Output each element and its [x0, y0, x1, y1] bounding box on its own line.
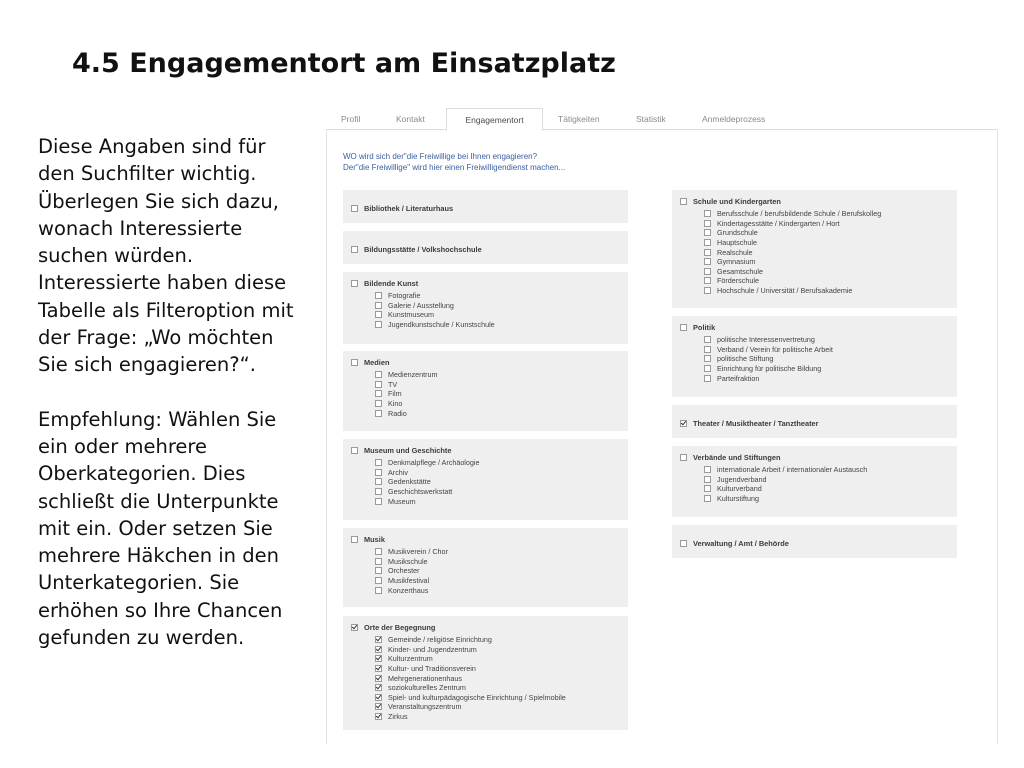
subcategory-label: Musikschule: [388, 556, 428, 566]
category-box-verwaltung-amt-behoerde: [672, 525, 957, 558]
subcategory-parteifraktion[interactable]: [704, 373, 833, 383]
checkbox[interactable]: [704, 355, 711, 362]
checkbox[interactable]: [375, 390, 382, 397]
subcategory-veranstaltungszentrum[interactable]: [375, 702, 566, 712]
checkbox[interactable]: [375, 410, 382, 417]
subcategory-label: Kino: [388, 399, 403, 409]
subcategory-label: Gedenkstätte: [388, 477, 431, 487]
screenshot-form: [326, 108, 998, 744]
category-box-bildende-kunst: [343, 272, 628, 344]
category-box-medien: [343, 351, 628, 431]
slide-title: 4.5 Engagementort am Einsatzplatz: [72, 48, 616, 79]
checkbox[interactable]: [375, 321, 382, 328]
checkbox[interactable]: [704, 466, 711, 473]
checkbox[interactable]: [704, 375, 711, 382]
subcategory-label: Kinder- und Jugendzentrum: [388, 644, 477, 654]
subcategory-label: Kulturstiftung: [717, 494, 759, 504]
subcategory-grundschule[interactable]: [704, 228, 881, 238]
subcategory-label: Gymnasium: [717, 257, 756, 267]
subcategory-kulturstiftung[interactable]: [704, 494, 867, 504]
category-box-musik: [343, 528, 628, 607]
category-verbaende-und-stiftungen[interactable]: [680, 453, 780, 463]
category-label: Musik: [364, 535, 385, 545]
subcategory-kunstmuseum[interactable]: [375, 310, 495, 320]
subcategory-label: Veranstaltungszentrum: [388, 702, 462, 712]
intro-question: [343, 151, 565, 173]
category-verwaltung-amt-behoerde[interactable]: [680, 539, 789, 549]
checkbox[interactable]: [375, 292, 382, 299]
subcategory-geschichtswerkstatt[interactable]: [375, 487, 480, 497]
checkbox[interactable]: [680, 540, 687, 547]
checkbox-checked[interactable]: [375, 646, 382, 653]
subcategory-label: Jugendverband: [717, 474, 767, 484]
category-bildungsstaette-volkshochschule[interactable]: [351, 245, 482, 255]
category-box-orte-der-begegnung: [343, 616, 628, 730]
subcategory-realschule[interactable]: [704, 247, 881, 257]
checkbox-checked[interactable]: [375, 684, 382, 691]
subcategory-kulturzentrum[interactable]: [375, 654, 566, 664]
checkbox[interactable]: [680, 198, 687, 205]
checkbox-checked[interactable]: [375, 636, 382, 643]
category-label: Bildungsstätte / Volkshochschule: [364, 245, 482, 255]
checkbox[interactable]: [375, 400, 382, 407]
subcategory-label: Kulturverband: [717, 484, 762, 494]
subcategory-list: [704, 465, 867, 503]
category-box-politik: [672, 316, 957, 397]
checkbox[interactable]: [704, 287, 711, 294]
subcategory-soziokulturelles-zentrum[interactable]: [375, 683, 566, 693]
subcategory-label: Förderschule: [717, 276, 759, 286]
subcategory-label: Gesamtschule: [717, 266, 763, 276]
tab-statistik[interactable]: Statistik: [636, 114, 666, 124]
subcategory-label: politische Interessenvertretung: [717, 335, 815, 345]
subcategory-tv[interactable]: [375, 380, 438, 390]
subcategory-kulturverband[interactable]: [704, 484, 867, 494]
category-label: Orte der Begegnung: [364, 623, 436, 633]
subcategory-gymnasium[interactable]: [704, 257, 881, 267]
checkbox[interactable]: [375, 577, 382, 584]
subcategory-label: Kindertagesstätte / Kindergarten / Hort: [717, 218, 840, 228]
checkbox[interactable]: [375, 302, 382, 309]
checkbox[interactable]: [351, 280, 358, 287]
subcategory-gesamtschule[interactable]: [704, 267, 881, 277]
checkbox[interactable]: [680, 324, 687, 331]
category-box-museum-und-geschichte: [343, 439, 628, 520]
subcategory-label: Hauptschule: [717, 238, 757, 248]
subcategory-label: politische Stiftung: [717, 354, 774, 364]
subcategory-jugendverband[interactable]: [704, 475, 867, 485]
checkbox[interactable]: [375, 548, 382, 555]
subcategory-galerie-ausstellung[interactable]: [375, 301, 495, 311]
checkbox[interactable]: [351, 536, 358, 543]
checkbox[interactable]: [351, 359, 358, 366]
checkbox[interactable]: [351, 447, 358, 454]
checkbox[interactable]: [704, 277, 711, 284]
subcategory-mehrgenerationenhaus[interactable]: [375, 673, 566, 683]
subcategory-label: soziokulturelles Zentrum: [388, 683, 466, 693]
category-box-schule-und-kindergarten: [672, 190, 957, 308]
category-orte-der-begegnung[interactable]: [351, 623, 435, 633]
intro-line-1: WO wird sich der"die Freiwillige bei Ihnen engagieren?: [343, 152, 538, 161]
subcategory-musikverein-chor[interactable]: [375, 547, 448, 557]
subcategory-label: Zirkus: [388, 712, 408, 722]
side-text-paragraph-1: Diese Angaben sind für den Suchfilter wichtig. Überlegen Sie sich dazu, wonach Interessierte suchen würden. Interessierte haben diese Tabelle als Filteroption mit der Frage: „Wo möchten Sie sich engagieren?“.: [38, 135, 294, 377]
subcategory-fotografie[interactable]: [375, 291, 495, 301]
subcategory-list: [375, 547, 448, 595]
subcategory-label: Musikverein / Chor: [388, 547, 448, 557]
subcategory-label: Orchester: [388, 566, 420, 576]
subcategory-denkmalpflege-archaeologie[interactable]: [375, 458, 480, 468]
subcategory-label: Medienzentrum: [388, 370, 438, 380]
category-box-bildungsstaette-volkshochschule: [343, 231, 628, 264]
checkbox[interactable]: [375, 381, 382, 388]
subcategory-politische-stiftung[interactable]: [704, 354, 833, 364]
subcategory-label: Grundschule: [717, 228, 758, 238]
subcategory-berufsschule-berufsbildende-schule-berufskolleg[interactable]: [704, 209, 881, 219]
checkbox[interactable]: [375, 587, 382, 594]
checkbox[interactable]: [704, 249, 711, 256]
engagementort-panel: [326, 129, 998, 744]
checkbox[interactable]: [375, 311, 382, 318]
checkbox[interactable]: [375, 488, 382, 495]
checkbox[interactable]: [351, 246, 358, 253]
subcategory-label: Film: [388, 389, 402, 399]
subcategory-kultur-und-traditionsverein[interactable]: [375, 664, 566, 674]
subcategory-label: Mehrgenerationenhaus: [388, 673, 462, 683]
subcategory-gedenkstaette[interactable]: [375, 477, 480, 487]
tab-bar: [326, 108, 998, 130]
category-label: Bibliothek / Literaturhaus: [364, 204, 454, 214]
checkbox-checked[interactable]: [375, 655, 382, 662]
subcategory-konzerthaus[interactable]: [375, 585, 448, 595]
subcategory-label: Einrichtung für politische Bildung: [717, 364, 822, 374]
subcategory-label: Radio: [388, 408, 407, 418]
subcategory-orchester[interactable]: [375, 566, 448, 576]
checkbox-checked[interactable]: [375, 694, 382, 701]
checkbox[interactable]: [704, 258, 711, 265]
category-label: Bildende Kunst: [364, 279, 419, 289]
category-schule-und-kindergarten[interactable]: [680, 197, 781, 207]
subcategory-label: Geschichtswerkstatt: [388, 487, 453, 497]
category-label: Politik: [693, 323, 716, 333]
subcategory-list: [375, 291, 495, 329]
category-label: Medien: [364, 358, 390, 368]
subcategory-list: [375, 635, 566, 721]
subcategory-label: Parteifraktion: [717, 373, 760, 383]
category-box-theater-musiktheater-tanztheater: [672, 405, 957, 438]
subcategory-label: Verband / Verein für politische Arbeit: [717, 344, 833, 354]
checkbox[interactable]: [375, 478, 382, 485]
subcategory-museum[interactable]: [375, 496, 480, 506]
tab-engagementort[interactable]: Engagementort: [446, 108, 543, 131]
checkbox-checked[interactable]: [351, 624, 358, 631]
category-label: Schule und Kindergarten: [693, 197, 781, 207]
category-politik[interactable]: [680, 323, 715, 333]
checkbox[interactable]: [704, 485, 711, 492]
subcategory-medienzentrum[interactable]: [375, 370, 438, 380]
checkbox[interactable]: [375, 498, 382, 505]
checkbox[interactable]: [704, 268, 711, 275]
subcategory-list: [704, 209, 881, 295]
subcategory-label: Fotografie: [388, 291, 421, 301]
subcategory-label: Konzerthaus: [388, 585, 429, 595]
subcategory-label: Museum: [388, 496, 416, 506]
tab-kontakt[interactable]: Kontakt: [396, 114, 425, 124]
category-museum-und-geschichte[interactable]: [351, 446, 451, 456]
subcategory-label: Denkmalpflege / Archäologie: [388, 458, 480, 468]
subcategory-label: Gemeinde / religiöse Einrichtung: [388, 635, 492, 645]
intro-line-2: Der"die Freiwillige" wird hier einen Freiwilligendienst machen...: [343, 163, 566, 172]
checkbox[interactable]: [704, 220, 711, 227]
subcategory-label: Berufsschule / berufsbildende Schule / Berufskolleg: [717, 209, 882, 219]
checkbox[interactable]: [680, 454, 687, 461]
checkbox-checked[interactable]: [375, 713, 382, 720]
subcategory-radio[interactable]: [375, 408, 438, 418]
checkbox[interactable]: [704, 336, 711, 343]
checkbox[interactable]: [704, 476, 711, 483]
subcategory-archiv[interactable]: [375, 468, 480, 478]
checkbox[interactable]: [351, 205, 358, 212]
tab-taetigkeiten[interactable]: Tätigkeiten: [558, 114, 600, 124]
category-box-verbaende-und-stiftungen: [672, 446, 957, 517]
category-label: Verwaltung / Amt / Behörde: [693, 539, 789, 549]
subcategory-kinder-und-jugendzentrum[interactable]: [375, 645, 566, 655]
subcategory-jugendkunstschule-kunstschule[interactable]: [375, 320, 495, 330]
subcategory-label: Realschule: [717, 247, 753, 257]
subcategory-label: Galerie / Ausstellung: [388, 300, 454, 310]
category-box-bibliothek-literaturhaus: [343, 190, 628, 223]
subcategory-musikfestival[interactable]: [375, 576, 448, 586]
checkbox[interactable]: [375, 469, 382, 476]
subcategory-list: [704, 335, 833, 383]
subcategory-list: [375, 370, 438, 418]
subcategory-label: Archiv: [388, 467, 408, 477]
subcategory-hauptschule[interactable]: [704, 238, 881, 248]
category-bibliothek-literaturhaus[interactable]: [351, 204, 453, 214]
tab-anmeldeprozess[interactable]: Anmeldeprozess: [702, 114, 766, 124]
subcategory-label: Hochschule / Universität / Berufsakademie: [717, 286, 853, 296]
checkbox[interactable]: [704, 365, 711, 372]
subcategory-label: TV: [388, 379, 398, 389]
subcategory-label: internationale Arbeit / internationaler Austausch: [717, 465, 868, 475]
subcategory-kindertagesstaette-kindergarten-hort[interactable]: [704, 219, 881, 229]
checkbox[interactable]: [704, 210, 711, 217]
subcategory-label: Spiel- und kulturpädagogische Einrichtung / Spielmobile: [388, 692, 566, 702]
checkbox-checked[interactable]: [680, 420, 687, 427]
side-text-paragraph-2: Empfehlung: Wählen Sie ein oder mehrere Oberkategorien. Dies schließt die Unterpunkte mit ein. Oder setzen Sie mehrere Häkchen in den Unterkategorien. Sie erhöhen so Ihre Chancen gefunden zu werden.: [38, 407, 283, 650]
subcategory-einrichtung-fuer-politische-bildung[interactable]: [704, 364, 833, 374]
checkbox[interactable]: [704, 495, 711, 502]
category-medien[interactable]: [351, 358, 389, 368]
category-label: Theater / Musiktheater / Tanztheater: [693, 419, 819, 429]
subcategory-label: Jugendkunstschule / Kunstschule: [388, 320, 495, 330]
subcategory-label: Kultur- und Traditionsverein: [388, 664, 476, 674]
checkbox[interactable]: [704, 346, 711, 353]
subcategory-kino[interactable]: [375, 399, 438, 409]
subcategory-internationale-arbeit-internationaler-austausch[interactable]: [704, 465, 867, 475]
category-label: Verbände und Stiftungen: [693, 453, 781, 463]
checkbox[interactable]: [375, 459, 382, 466]
subcategory-film[interactable]: [375, 389, 438, 399]
checkbox-checked[interactable]: [375, 675, 382, 682]
subcategory-politische-interessenvertretung[interactable]: [704, 335, 833, 345]
subcategory-musikschule[interactable]: [375, 557, 448, 567]
checkbox[interactable]: [375, 567, 382, 574]
tab-profil[interactable]: Profil: [341, 114, 361, 124]
checkbox[interactable]: [375, 371, 382, 378]
subcategory-spiel-und-kulturpaedagogische-einrichtung-spielmobile[interactable]: [375, 693, 566, 703]
category-theater-musiktheater-tanztheater[interactable]: [680, 419, 819, 429]
side-text: [38, 133, 306, 678]
checkbox-checked[interactable]: [375, 665, 382, 672]
category-bildende-kunst[interactable]: [351, 279, 418, 289]
subcategory-foerderschule[interactable]: [704, 276, 881, 286]
category-musik[interactable]: [351, 535, 385, 545]
subcategory-label: Kulturzentrum: [388, 654, 433, 664]
checkbox-checked[interactable]: [375, 703, 382, 710]
subcategory-gemeinde-religioese-einrichtung[interactable]: [375, 635, 566, 645]
subcategory-hochschule-universitaet-berufsakademie[interactable]: [704, 286, 881, 296]
subcategory-list: [375, 458, 480, 506]
subcategory-label: Musikfestival: [388, 576, 430, 586]
checkbox[interactable]: [375, 558, 382, 565]
checkbox[interactable]: [704, 229, 711, 236]
subcategory-verband-verein-fuer-politische-arbeit[interactable]: [704, 345, 833, 355]
category-label: Museum und Geschichte: [364, 446, 452, 456]
subcategory-label: Kunstmuseum: [388, 310, 434, 320]
checkbox[interactable]: [704, 239, 711, 246]
subcategory-zirkus[interactable]: [375, 712, 566, 722]
